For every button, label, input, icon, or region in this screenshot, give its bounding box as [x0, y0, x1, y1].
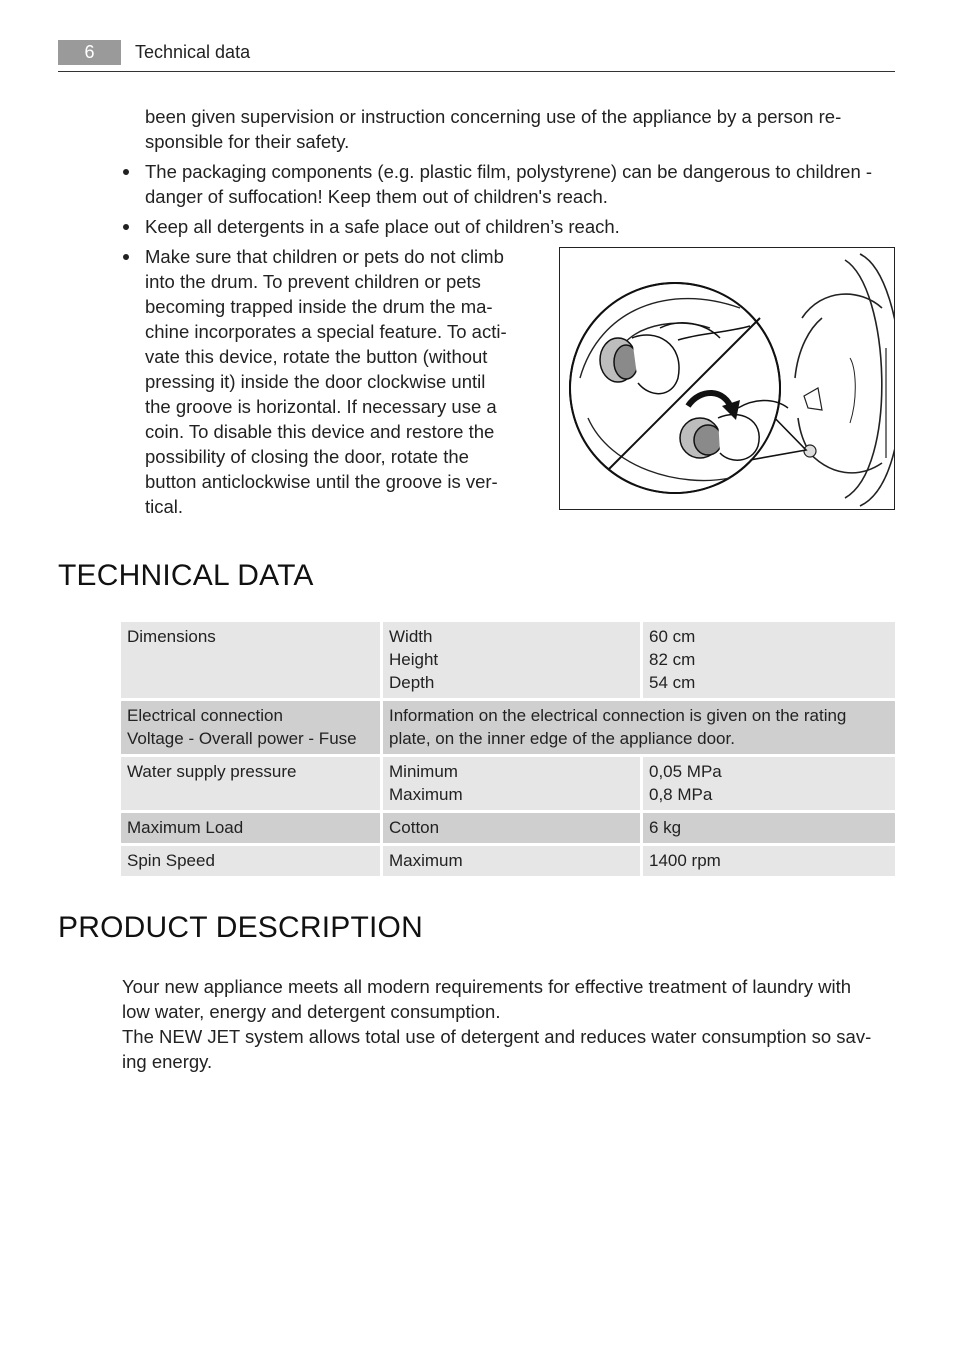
safety-continuation-paragraph [145, 104, 885, 154]
table-row-spin-speed [121, 846, 895, 876]
technical-data-table [121, 619, 895, 879]
param-value: 82 cm [649, 650, 696, 669]
text-line: button anticlockwise until the groove is ver- [145, 471, 498, 492]
row-value-cell [640, 846, 895, 876]
param-value: 60 cm [649, 627, 696, 646]
text-line: coin. To disable this device and restore the [145, 421, 495, 442]
text-line: low water, energy and detergent consumption. [122, 1001, 501, 1022]
param-label: Depth [389, 673, 435, 692]
row-label: Electrical connection [127, 706, 283, 725]
row-label: Spin Speed [127, 851, 215, 870]
param-label: Maximum [389, 851, 463, 870]
row-label: Maximum Load [127, 818, 244, 837]
row-label-cell [121, 701, 380, 754]
text-line: possibility of closing the door, rotate the [145, 446, 469, 467]
table-row-water-pressure [121, 757, 895, 810]
table-row-dimensions [121, 622, 895, 698]
header-section-title: Technical data [135, 42, 251, 62]
text-line: Make sure that children or pets do not climb [145, 246, 504, 267]
row-merged-cell [380, 701, 895, 754]
bullet-packaging [145, 159, 890, 209]
param-value: 1400 rpm [649, 851, 721, 870]
text-line: tical. [145, 496, 184, 517]
text-line: been given supervision or instruction concerning use of the appliance by a person re- [145, 106, 842, 127]
text-line: The packaging components (e.g. plastic film, polystyrene) can be dangerous to children - [145, 161, 873, 182]
param-label: Height [389, 650, 439, 669]
param-label: Maximum [389, 785, 463, 804]
row-param-cell [380, 757, 640, 810]
row-label-cell [121, 846, 380, 876]
row-param-cell [380, 622, 640, 698]
param-value: 6 kg [649, 818, 682, 837]
text-line: sponsible for their safety. [145, 131, 350, 152]
text-line: the groove is horizontal. If necessary use a [145, 396, 497, 417]
text-line: chine incorporates a special feature. To acti- [145, 321, 507, 342]
technical-data-heading: TECHNICAL DATA [58, 559, 314, 592]
text-line: The NEW JET system allows total use of detergent and reduces water consumption so sav- [122, 1026, 872, 1047]
param-label: Minimum [389, 762, 458, 781]
text-line: ing energy. [122, 1051, 213, 1072]
table-row-max-load [121, 813, 895, 843]
product-description-paragraph [122, 974, 892, 1074]
bullet-child-lock [145, 244, 525, 519]
bullet-detergents [145, 214, 890, 239]
merged-text: Information on the electrical connection is given on the rating [389, 706, 847, 725]
page-number: 6 [58, 40, 121, 65]
param-label: Width [389, 627, 433, 646]
text-line: becoming trapped inside the drum the ma- [145, 296, 493, 317]
page-header [58, 40, 895, 72]
row-param-cell [380, 813, 640, 843]
row-param-cell [380, 846, 640, 876]
table-row-electrical [121, 701, 895, 754]
row-value-cell [640, 757, 895, 810]
text-line: pressing it) inside the door clockwise until [145, 371, 486, 392]
row-label-cell [121, 757, 380, 810]
row-value-cell [640, 622, 895, 698]
param-value: 54 cm [649, 673, 696, 692]
row-value-cell [640, 813, 895, 843]
row-label-cell [121, 622, 380, 698]
row-label-cell [121, 813, 380, 843]
param-label: Cotton [389, 818, 440, 837]
row-label: Water supply pressure [127, 762, 297, 781]
text-line: vate this device, rotate the button (without [145, 346, 488, 367]
merged-text: plate, on the inner edge of the appliance door. [389, 729, 735, 748]
child-lock-illustration [559, 247, 895, 510]
door-lock-drawing [560, 248, 894, 509]
text-line: Your new appliance meets all modern requirements for effective treatment of laundry with [122, 976, 852, 997]
row-label: Dimensions [127, 627, 216, 646]
param-value: 0,05 MPa [649, 762, 722, 781]
row-label: Voltage - Overall power - Fuse [127, 729, 357, 748]
text-line: into the drum. To prevent children or pets [145, 271, 481, 292]
text-line: Keep all detergents in a safe place out of children’s reach. [145, 216, 620, 237]
param-value: 0,8 MPa [649, 785, 713, 804]
product-description-heading: PRODUCT DESCRIPTION [58, 911, 423, 944]
text-line: danger of suffocation! Keep them out of children's reach. [145, 186, 608, 207]
